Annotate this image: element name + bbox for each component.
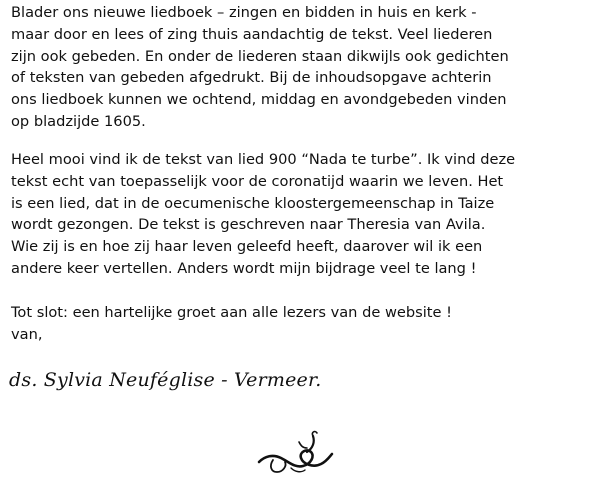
text-line: van, bbox=[11, 325, 43, 343]
text-line: of teksten van gebeden afgedrukt. Bij de inhoudsopgave achterin bbox=[11, 69, 492, 87]
paragraph-lied-900 bbox=[11, 149, 515, 280]
text-line: maar door en lees of zing thuis aandachtig de tekst. Veel liederen bbox=[11, 25, 493, 43]
text-line: wordt gezongen. De tekst is geschreven naar Theresia van Avila. bbox=[11, 216, 486, 234]
text-line: Wie zij is en hoe zij haar leven geleefd heeft, daarover wil ik een bbox=[11, 238, 483, 256]
text-line: is een lied, dat in de oecumenische kloostergemeenschap in Taize bbox=[11, 194, 495, 212]
text-line: zijn ook gebeden. En onder de liederen staan dikwijls ook gedichten bbox=[11, 47, 509, 65]
text-line: Heel mooi vind ik de tekst van lied 900 “Nada te turbe”. Ik vind deze bbox=[11, 151, 516, 168]
paragraph-liedboek bbox=[11, 2, 509, 133]
text-line: tekst echt van toepasselijk voor de coronatijd waarin we leven. Het bbox=[11, 172, 504, 190]
text-line: andere keer vertellen. Anders wordt mijn bijdrage veel te lang ! bbox=[11, 259, 477, 277]
paragraph-closing bbox=[11, 302, 452, 346]
flourish-ornament-icon bbox=[255, 424, 335, 476]
text-line: Blader ons nieuwe liedboek – zingen en bidden in huis en kerk - bbox=[11, 4, 477, 21]
text-line: op bladzijde 1605. bbox=[11, 112, 146, 130]
text-line: ons liedboek kunnen we ochtend, middag en avondgebeden vinden bbox=[11, 91, 507, 109]
signature: ds. Sylvia Neuféglise - Vermeer. bbox=[9, 369, 322, 391]
text-line: Tot slot: een hartelijke groet aan alle lezers van de website ! bbox=[11, 304, 452, 321]
